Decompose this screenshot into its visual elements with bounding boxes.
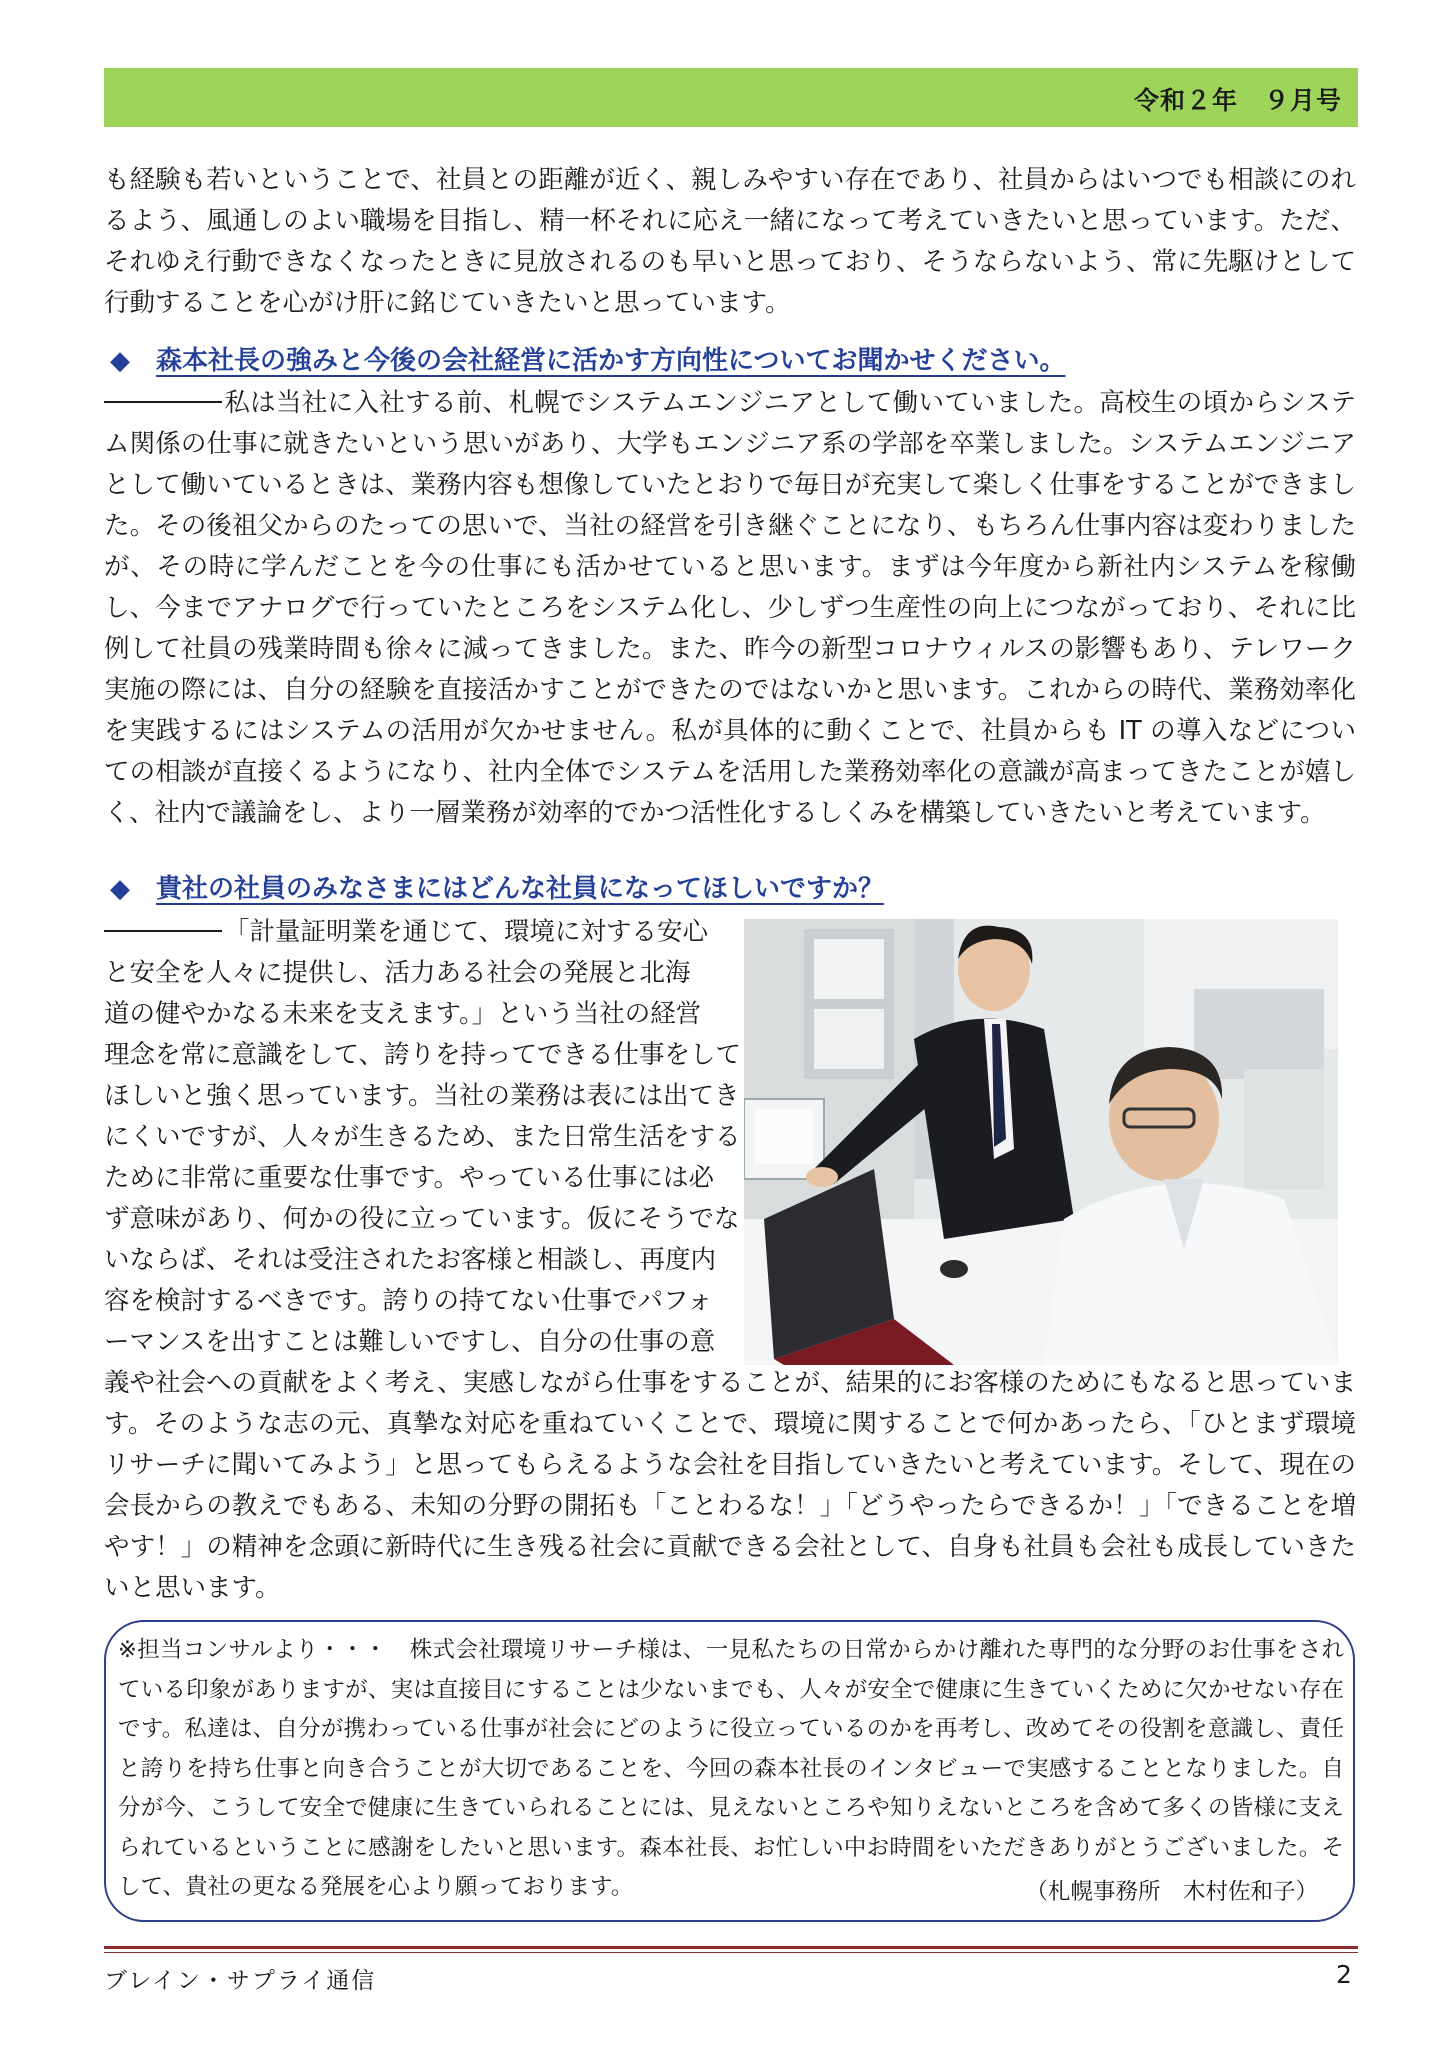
consultant-note-text: ※担当コンサルより・・・ 株式会社環境リサーチ様は、一見私たちの日常からかけ離れた専門的な分野のお仕事をされている印象がありますが、実は直接目にすることは少ないまでも、人々が安全で健康に生きていくために欠かせない存在です。私達は、自分が携わっている仕事が社会にどのように役立っているのかを再考し、改めてその役割を意識し、責任と誇りを持ち仕事と向き合うことが大切であることを、今回の森本社長のインタビューで実感することとなりました。自分が今、こうして安全で健康に生きていられることには、見えないところや知りえないところを含めて多くの皆様に支えられているということに感謝をしたいと思います。森本社長、お忙しい中お時間をいただきありがとうございました。そして、貴社の更なる発展を心より願っております。 (118, 1637, 1344, 1900)
answer-paragraph-2-rest: 義や社会への貢献をよく考え、実感しながら仕事をすることが、結果的にお客様のためにもなると思っています。そのような志の元、真摯な対応を重ねていくことで、環境に関することで何かあったら、「ひとまず環境リサーチに聞いてみよう」と思ってもらえるような会社を目指していきたいと考えています。そして、現在の会長からの教えでもある、未知の分野の開拓も「ことわるな！」「どうやったらできるか！」「できることを増やす！」の精神を念頭に新時代に生き残る社会に貢献できる会社として、自身も社員も会社も成長していきたいと思います。 (104, 1368, 1356, 1603)
answer-2-line: ために非常に重要な仕事です。やっている仕事には必 (104, 1163, 714, 1193)
answer-paragraph-1 (104, 383, 1356, 834)
consultant-signature: （札幌事務所 木村佐和子） (1025, 1879, 1318, 1905)
answer-1-text: 私は当社に入社する前、札幌でシステムエンジニアとして働いていました。高校生の頃からシステム関係の仕事に就きたいという思いがあり、大学もエンジニア系の学部を卒業しました。システムエンジニアとして働いているときは、業務内容も想像していたとおりで毎日が充実して楽しく仕事をすることができました。その後祖父からのたっての思いで、当社の経営を引き継ぐことになり、もちろん仕事内容は変わりましたが、その時に学んだことを今の仕事にも活かせていると思います。まずは今年度から新社内システムを稼働し、今までアナログで行っていたところをシステム化し、少しずつ生産性の向上につながっており、それに比例して社員の残業時間も徐々に減ってきました。また、昨今の新型コロナウィルスの影響もあり、テレワーク実施の際には、自分の経験を直接活かすことができたのではないかと思います。これからの時代、業務効率化を実践するにはシステムの活用が欠かせません。私が具体的に動くことで、社員からも IT の導入などについての相談が直接くるようになり、社内全体でシステムを活用した業務効率化の意識が高まってきたことが嬉しく、社内で議論をし、より一層業務が効率的でかつ活性化するしくみを構築していきたいと考えています。 (104, 388, 1356, 828)
answer-2-line: 道の健やかなる未来を支えます。」という当社の経営 (104, 999, 702, 1029)
answer-2-line: ず意味があり、何かの役に立っています。仮にそうでな (104, 1204, 740, 1234)
question-heading-1 (110, 340, 1065, 377)
interview-photo (744, 919, 1338, 1365)
dash-line (104, 401, 222, 403)
page-number: 2 (1336, 1960, 1352, 1989)
answer-paragraph-2-column (104, 912, 741, 1363)
footer-rule-thick (104, 1946, 1358, 1949)
dash-line (104, 930, 222, 932)
answer-2-line: 容を検討するべきです。誇りの持てない仕事でパフォ (104, 1286, 713, 1316)
question-2-text: 貴社の社員のみなさまにはどんな社員になってほしいですか？ (156, 874, 885, 904)
diamond-bullet-icon: ◆ (110, 874, 130, 904)
answer-2-line: ーマンスを出すことは難しいですし、自分の仕事の意 (104, 1327, 716, 1357)
answer-2-line: 「計量証明業を通じて、環境に対する安心 (104, 912, 724, 953)
question-1-text: 森本社長の強みと今後の会社経営に活かす方向性についてお聞かせください。 (156, 346, 1066, 376)
answer-2-line: 理念を常に意識をして、誇りを持ってできる仕事をして (104, 1040, 741, 1070)
answer-2-line: いならば、それは受注されたお客様と相談し、再度内 (104, 1245, 717, 1275)
header-bar (104, 68, 1358, 127)
intro-paragraph: も経験も若いということで、社員との距離が近く、親しみやすい存在であり、社員からはいつでも相談にのれるよう、風通しのよい職場を目指し、精一杯それに応え一緒になって考えていきたいと思っています。ただ、それゆえ行動できなくなったときに見放されるのも早いと思っており、そうならないよう、常に先駆けとして行動することを心がけ肝に銘じていきたいと思っています。 (104, 165, 1356, 318)
answer-2-line: と安全を人々に提供し、活力ある社会の発展と北海 (104, 958, 691, 988)
diamond-bullet-icon: ◆ (110, 346, 130, 376)
issue-date: 令和２年 ９月号 (1133, 86, 1342, 115)
newsletter-name: ブレイン・サプライ通信 (104, 1968, 377, 1994)
answer-2-line: ほしいと強く思っています。当社の業務は表には出てき (104, 1081, 740, 1111)
answer-2-line: にくいですが、人々が生きるため、また日常生活をする (104, 1122, 741, 1152)
footer-rule-thin (104, 1952, 1358, 1953)
question-heading-2 (110, 868, 884, 905)
